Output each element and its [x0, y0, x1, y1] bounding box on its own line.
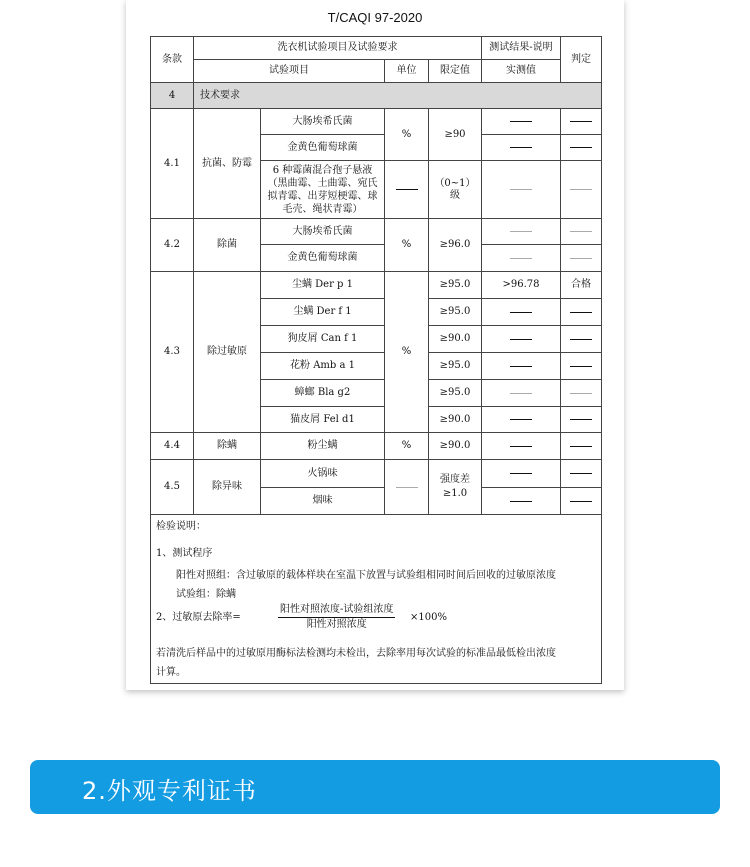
measured-dash — [481, 459, 561, 488]
clause-4-1-name: 抗菌、防霉 — [193, 108, 261, 219]
verdict-dash — [560, 218, 602, 245]
note-1-positive-control: 阳性对照组：含过敏原的载体样块在室温下放置与试验组相同时间后回收的过敏原浓度 — [176, 570, 556, 581]
clause-4-2-item: 大肠埃希氏菌 — [260, 218, 385, 245]
header-verdict: 判定 — [560, 36, 602, 83]
verdict-dash — [560, 406, 602, 433]
allergen-verdict: 合格 — [560, 271, 602, 299]
allergen-limit: ≥90.0 — [428, 325, 482, 353]
verdict-dash — [560, 134, 602, 161]
note-1: 1、测试程序 — [156, 548, 213, 559]
measured-dash — [481, 379, 561, 407]
note-1-test-group: 试验组：除螨 — [176, 589, 236, 600]
clause-4-3-name: 除过敏原 — [193, 271, 261, 433]
allergen-item: 狗皮屑 Can f 1 — [260, 325, 385, 353]
allergen-item: 蟑螂 Bla g2 — [260, 379, 385, 407]
allergen-limit: ≥95.0 — [428, 271, 482, 299]
clause-4-1-limit: ≥90 — [428, 108, 482, 161]
header-test-requirements: 洗衣机试验项目及试验要求 — [193, 36, 482, 60]
verdict-dash — [560, 352, 602, 380]
header-clause: 条款 — [150, 36, 194, 83]
section-banner-title: 2.外观专利证书 — [82, 777, 257, 805]
clause-4-2-name: 除菌 — [193, 218, 261, 272]
note-3-line-1: 若清洗后样品中的过敏原用酶标法检测均未检出，去除率用每次试验的标准品最低检出浓度 — [156, 648, 556, 659]
clause-4-1-item: 大肠埃希氏菌 — [260, 108, 385, 135]
allergen-limit: ≥90.0 — [428, 406, 482, 433]
measured-dash — [481, 160, 561, 219]
measured-dash — [481, 218, 561, 245]
clause-4-5-unit-dash — [384, 459, 429, 515]
measured-dash — [481, 432, 561, 460]
allergen-item: 花粉 Amb a 1 — [260, 352, 385, 380]
section-4-no: 4 — [150, 82, 194, 109]
verdict-dash — [560, 108, 602, 135]
header-test-item: 试验项目 — [193, 59, 385, 83]
verdict-dash — [560, 160, 602, 219]
measured-dash — [481, 298, 561, 326]
verdict-dash — [560, 325, 602, 353]
section-banner — [30, 760, 720, 814]
verdict-dash — [560, 298, 602, 326]
allergen-item: 尘螨 Der f 1 — [260, 298, 385, 326]
clause-4-4-no: 4.4 — [150, 432, 194, 460]
clause-4-1-mold-unit-dash — [384, 160, 429, 219]
header-unit: 单位 — [384, 59, 429, 83]
measured-dash — [481, 108, 561, 135]
allergen-limit: ≥95.0 — [428, 352, 482, 380]
header-limit: 限定值 — [428, 59, 482, 83]
clause-4-5-item: 烟味 — [260, 487, 385, 515]
header-measured: 实测值 — [481, 59, 561, 83]
clause-4-5-limit: 强度差≥1.0 — [428, 459, 482, 515]
clause-4-1-unit: % — [384, 108, 429, 161]
fraction-numerator: 阳性对照浓度-试验组浓度 — [278, 603, 395, 618]
allergen-item: 尘螨 Der p 1 — [260, 271, 385, 299]
header-result-note: 测试结果-说明 — [481, 36, 561, 60]
test-report-page — [126, 0, 624, 690]
clause-4-1-no: 4.1 — [150, 108, 194, 219]
verdict-dash — [560, 379, 602, 407]
note-2-formula-prefix: 2、过敏原去除率= — [156, 612, 241, 623]
measured-dash — [481, 487, 561, 515]
measured-dash — [481, 244, 561, 272]
clause-4-3-unit: % — [384, 271, 429, 433]
allergen-measured: >96.78 — [481, 271, 561, 299]
clause-4-5-item: 火锅味 — [260, 459, 385, 488]
measured-dash — [481, 406, 561, 433]
note-2-fraction — [278, 603, 395, 632]
section-4-title: 技术要求 — [193, 82, 602, 109]
allergen-item: 猫皮屑 Fel d1 — [260, 406, 385, 433]
clause-4-5-name: 除异味 — [193, 459, 261, 515]
allergen-limit: ≥95.0 — [428, 298, 482, 326]
clause-4-2-limit: ≥96.0 — [428, 218, 482, 272]
verdict-dash — [560, 432, 602, 460]
standard-number: T/CAQI 97-2020 — [327, 10, 423, 25]
note-3-line-2: 计算。 — [156, 667, 186, 678]
notes-heading: 检验说明： — [156, 521, 206, 532]
verdict-dash — [560, 244, 602, 272]
clause-4-1-mold-item: 6 种霉菌混合孢子悬液（黑曲霉、土曲霉、宛氏拟青霉、出芽短梗霉、球毛壳、绳状青霉） — [260, 160, 385, 219]
clause-4-5-no: 4.5 — [150, 459, 194, 515]
clause-4-1-item: 金黄色葡萄球菌 — [260, 134, 385, 161]
note-2-formula-suffix: ×100% — [410, 612, 447, 623]
clause-4-4-item: 粉尘螨 — [260, 432, 385, 460]
measured-dash — [481, 325, 561, 353]
clause-4-2-unit: % — [384, 218, 429, 272]
clause-4-4-name: 除螨 — [193, 432, 261, 460]
clause-4-3-no: 4.3 — [150, 271, 194, 433]
clause-4-2-no: 4.2 — [150, 218, 194, 272]
clause-4-1-mold-limit: （0~1）级 — [428, 160, 482, 219]
measured-dash — [481, 134, 561, 161]
clause-4-4-limit: ≥90.0 — [428, 432, 482, 460]
fraction-denominator: 阳性对照浓度 — [306, 619, 367, 630]
verdict-dash — [560, 459, 602, 488]
allergen-limit: ≥95.0 — [428, 379, 482, 407]
verdict-dash — [560, 487, 602, 515]
clause-4-4-unit: % — [384, 432, 429, 460]
measured-dash — [481, 352, 561, 380]
clause-4-2-item: 金黄色葡萄球菌 — [260, 244, 385, 272]
